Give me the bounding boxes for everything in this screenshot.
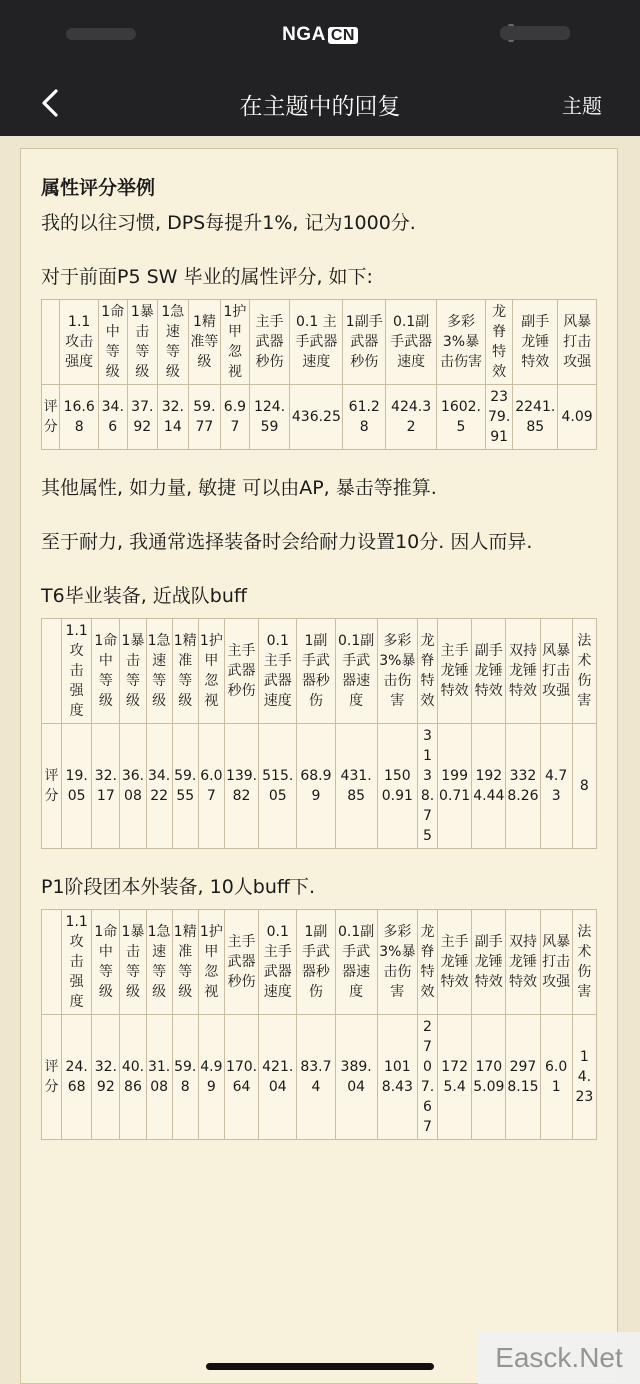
table-cell: 1705.09 xyxy=(472,1015,506,1140)
table-cell: 170.64 xyxy=(224,1015,258,1140)
table-header-cell: 1暴击等级 xyxy=(120,910,146,1015)
table-header-cell: 副手龙锤特效 xyxy=(472,910,506,1015)
table-cell: 16.68 xyxy=(60,385,99,450)
table-cell: 389.04 xyxy=(335,1015,377,1140)
table-header-cell: 多彩3%暴击伤害 xyxy=(377,619,417,724)
table-header-cell: 副手龙锤特效 xyxy=(513,300,558,385)
table-header-cell: 0.1 主手武器速度 xyxy=(290,300,343,385)
table-header-cell: 1暴击等级 xyxy=(120,619,146,724)
table-header-cell: 1副手武器秒伤 xyxy=(297,910,335,1015)
p1-score-table xyxy=(41,909,597,1140)
table-header-cell: 1.1攻击强度 xyxy=(62,910,92,1015)
table-cell: 1500.91 xyxy=(377,724,417,849)
topic-button[interactable]: 主题 xyxy=(562,94,602,118)
p1-title: P1阶段团本外装备, 10人buff下. xyxy=(41,876,316,898)
post-intro: 我的以往习惯, DPS每提升1%, 记为1000分. xyxy=(41,212,416,234)
table-header-cell: 龙脊特效 xyxy=(485,300,512,385)
table-header-cell: 1.1攻击强度 xyxy=(62,619,92,724)
table-row xyxy=(42,1015,597,1140)
table-header-cell: 法术伤害 xyxy=(572,910,596,1015)
table-header-cell: 0.1主手武器速度 xyxy=(259,910,297,1015)
p5-title: 对于前面P5 SW 毕业的属性评分, 如下: xyxy=(41,266,373,288)
table-cell: 32.17 xyxy=(92,724,120,849)
table-cell: 1924.44 xyxy=(472,724,506,849)
table-cell: 40.86 xyxy=(120,1015,146,1140)
table-header-cell: 0.1副手武器速度 xyxy=(386,300,437,385)
table-header-cell: 双持龙锤特效 xyxy=(506,910,540,1015)
table-cell: 评分 xyxy=(42,1015,62,1140)
table-cell: 4.73 xyxy=(540,724,572,849)
table-cell: 37.92 xyxy=(127,385,158,450)
table-cell: 19.05 xyxy=(62,724,92,849)
table-header-cell: 多彩3%暴击伤害 xyxy=(377,910,417,1015)
table-cell: 515.05 xyxy=(259,724,297,849)
table-cell: 2978.15 xyxy=(506,1015,540,1140)
table-header-cell: 龙脊特效 xyxy=(417,619,437,724)
table-cell: 83.74 xyxy=(297,1015,335,1140)
table-cell: 3328.26 xyxy=(506,724,540,849)
table-header-cell: 多彩3%暴击伤害 xyxy=(437,300,486,385)
table-header-cell: 主手武器秒伤 xyxy=(249,300,290,385)
table-cell: 68.99 xyxy=(297,724,335,849)
table-header-cell xyxy=(42,619,62,724)
table-header-cell: 1护甲忽视 xyxy=(198,619,224,724)
table-cell: 59.8 xyxy=(172,1015,198,1140)
table-header-row xyxy=(42,300,597,385)
table-cell: 139.82 xyxy=(224,724,258,849)
table-cell: 2241.85 xyxy=(513,385,558,450)
p5-score-table xyxy=(41,299,597,450)
table-header-row xyxy=(42,619,597,724)
table-header-cell xyxy=(42,910,62,1015)
table-header-cell: 1精准等级 xyxy=(172,619,198,724)
table-cell: 32.14 xyxy=(158,385,189,450)
t6-score-table xyxy=(41,618,597,849)
table-cell: 124.59 xyxy=(249,385,290,450)
table-header-cell: 龙脊特效 xyxy=(417,910,437,1015)
table-cell: 1725.4 xyxy=(438,1015,472,1140)
table-header-cell: 1命中等级 xyxy=(92,910,120,1015)
table-header-cell: 法术伤害 xyxy=(572,619,596,724)
table-cell: 424.32 xyxy=(386,385,437,450)
table-cell: 431.85 xyxy=(335,724,377,849)
table-header-cell: 双持龙锤特效 xyxy=(506,619,540,724)
table-header-cell xyxy=(42,300,60,385)
table-cell: 36.08 xyxy=(120,724,146,849)
table-row xyxy=(42,724,597,849)
table-header-cell: 1急速等级 xyxy=(146,910,172,1015)
table-cell: 6.01 xyxy=(540,1015,572,1140)
table-header-cell: 1暴击等级 xyxy=(127,300,158,385)
table-header-cell: 1命中等级 xyxy=(92,619,120,724)
table-header-cell: 1精准等级 xyxy=(172,910,198,1015)
table-cell: 59.55 xyxy=(172,724,198,849)
table-row xyxy=(42,385,597,450)
table-header-cell: 主手武器秒伤 xyxy=(224,619,258,724)
other-attrs-text: 其他属性, 如力量, 敏捷 可以由AP, 暴击等推算. xyxy=(41,477,437,499)
top-bar xyxy=(0,0,640,136)
table-header-cell: 1副手武器秒伤 xyxy=(297,619,335,724)
table-cell: 32.92 xyxy=(92,1015,120,1140)
table-header-cell: 风暴打击攻强 xyxy=(558,300,597,385)
table-header-cell: 1护甲忽视 xyxy=(198,910,224,1015)
table-header-row xyxy=(42,910,597,1015)
table-cell: 2707.67 xyxy=(417,1015,437,1140)
table-cell: 6.97 xyxy=(221,385,250,450)
table-cell: 4.09 xyxy=(558,385,597,450)
table-header-cell: 风暴打击攻强 xyxy=(540,619,572,724)
nga-logo: NGA CN xyxy=(0,24,640,46)
table-header-cell: 主手龙锤特效 xyxy=(438,619,472,724)
table-cell: 59.77 xyxy=(188,385,221,450)
table-cell: 评分 xyxy=(42,724,62,849)
table-header-cell: 1副手武器秒伤 xyxy=(343,300,386,385)
table-header-cell: 1命中等级 xyxy=(99,300,128,385)
reply-card xyxy=(20,148,618,1384)
watermark-logo: Easck.Net xyxy=(478,1332,640,1384)
home-indicator[interactable] xyxy=(206,1363,434,1370)
table-cell: 31.08 xyxy=(146,1015,172,1140)
table-cell: 4.99 xyxy=(198,1015,224,1140)
table-cell: 436.25 xyxy=(290,385,343,450)
table-cell: 1602.5 xyxy=(437,385,486,450)
table-cell: 1990.71 xyxy=(438,724,472,849)
table-cell: 421.04 xyxy=(259,1015,297,1140)
table-header-cell: 副手龙锤特效 xyxy=(472,619,506,724)
table-cell: 评分 xyxy=(42,385,60,450)
post-content xyxy=(41,175,601,1140)
post-heading: 属性评分举例 xyxy=(41,177,156,199)
table-header-cell: 风暴打击攻强 xyxy=(540,910,572,1015)
table-header-cell: 0.1副手武器速度 xyxy=(335,910,377,1015)
table-header-cell: 1.1攻击强度 xyxy=(60,300,99,385)
table-cell: 3138.75 xyxy=(417,724,437,849)
table-cell: 61.28 xyxy=(343,385,386,450)
page-title: 在主题中的回复 xyxy=(239,94,401,120)
table-header-cell: 0.1副手武器速度 xyxy=(335,619,377,724)
table-cell: 34.22 xyxy=(146,724,172,849)
table-header-cell: 1精准等级 xyxy=(188,300,221,385)
stamina-text: 至于耐力, 我通常选择装备时会给耐力设置10分. 因人而异. xyxy=(41,531,533,553)
table-cell: 2379.91 xyxy=(485,385,512,450)
table-cell: 24.68 xyxy=(62,1015,92,1140)
table-cell: 1018.43 xyxy=(377,1015,417,1140)
table-header-cell: 1急速等级 xyxy=(158,300,189,385)
table-cell: 8 xyxy=(572,724,596,849)
table-header-cell: 主手武器秒伤 xyxy=(224,910,258,1015)
table-cell: 6.07 xyxy=(198,724,224,849)
table-header-cell: 主手龙锤特效 xyxy=(438,910,472,1015)
table-cell: 34.6 xyxy=(99,385,128,450)
table-header-cell: 0.1主手武器速度 xyxy=(259,619,297,724)
table-header-cell: 1急速等级 xyxy=(146,619,172,724)
table-cell: 14.23 xyxy=(572,1015,596,1140)
table-header-cell: 1护甲忽视 xyxy=(221,300,250,385)
t6-title: T6毕业装备, 近战队buff xyxy=(41,585,247,607)
